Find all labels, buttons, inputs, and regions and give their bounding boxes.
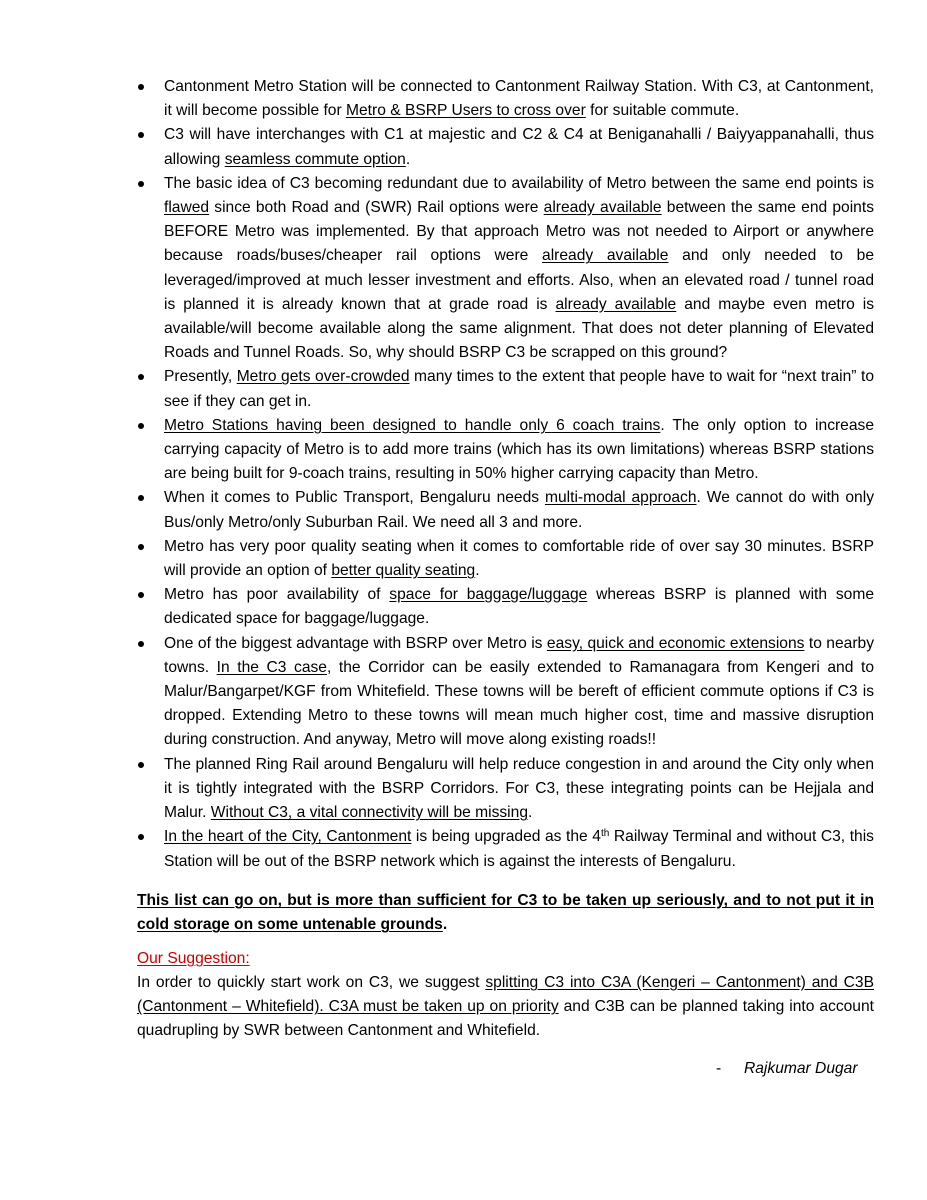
bullet-text: . bbox=[405, 150, 411, 168]
bullet-text: . bbox=[528, 804, 533, 822]
bullet-text: The planned Ring Rail around Bengaluru will help reduce congestion in and around the City only when it is tightly integrated with the BSRP Corridors. For C3, these integrating points can be Hejjala and Malur. bbox=[164, 755, 874, 822]
suggestion-heading bbox=[137, 947, 250, 971]
bullet-text: One of the biggest advantage with BSRP over Metro is bbox=[164, 634, 547, 652]
suggestion-underlined-text: splitting C3 into C3A (Kengeri – Cantonment) and C3B (Cantonment – Whitefield). C3A must be taken up on priority bbox=[137, 974, 874, 1016]
bullet-underlined-text: better quality seating bbox=[331, 562, 476, 580]
bullet-underlined-text: flawed bbox=[164, 199, 210, 217]
bullet-text: to nearby towns. bbox=[164, 634, 874, 676]
bullet-text: is being upgraded as the 4 bbox=[411, 828, 601, 846]
bullet-item bbox=[137, 123, 874, 171]
bullet-underlined-text: already available bbox=[543, 199, 662, 217]
bullet-underlined-text: space for baggage/luggage bbox=[389, 586, 588, 604]
bullet-dot bbox=[138, 132, 144, 138]
bullet-text: . bbox=[475, 562, 480, 580]
bullet-text: Presently, bbox=[164, 368, 237, 386]
suggestion-paragraph bbox=[137, 971, 874, 1044]
bullet-text: Metro has very poor quality seating when it comes to comfortable ride of over say 30 minutes. BSRP will provide an option of bbox=[164, 537, 874, 580]
bullet-underlined-text: Without C3, a vital connectivity will be missing bbox=[210, 804, 528, 822]
bullet-item bbox=[137, 825, 874, 873]
bullet-dot bbox=[138, 84, 144, 90]
conclusion-period: . bbox=[442, 916, 448, 934]
signature-dash: - bbox=[716, 1060, 722, 1077]
conclusion-underlined-text: This list can go on, but is more than sufficient for C3 to be taken up seriously, and to not put it in cold storage on some untenable grounds bbox=[137, 892, 874, 934]
bullet-text: When it comes to Public Transport, Bengaluru needs bbox=[164, 489, 545, 507]
bullet-underlined-text: In the heart of the City, Cantonment bbox=[164, 828, 412, 846]
bullet-dot bbox=[138, 495, 144, 501]
bullet-item bbox=[137, 753, 874, 826]
bullet-text: since both Road and (SWR) Rail options were bbox=[209, 199, 544, 217]
bullet-item bbox=[137, 632, 874, 753]
bullet-text: C3 will have interchanges with C1 at majestic and C2 & C4 at Beniganahalli / Baiyyappanahalli, thus allowing bbox=[164, 126, 874, 168]
bullet-underlined-text: In the C3 case bbox=[216, 658, 327, 676]
bullet-item bbox=[137, 365, 874, 413]
conclusion-statement bbox=[137, 889, 874, 937]
bullet-text: The basic idea of C3 becoming redundant due to availability of Metro between the same end points is bbox=[164, 174, 874, 192]
bullet-item bbox=[137, 172, 874, 366]
bullet-item bbox=[137, 535, 874, 583]
bullet-underlined-text: Metro & BSRP Users to cross over bbox=[346, 102, 586, 120]
suggestion-heading-text: Our Suggestion: bbox=[137, 950, 250, 967]
ordinal-superscript: th bbox=[600, 828, 610, 840]
bullet-underlined-text: Metro Stations having been designed to handle only 6 coach trains bbox=[164, 416, 661, 434]
bullet-item bbox=[137, 583, 874, 631]
bullet-dot bbox=[138, 374, 144, 380]
suggestion-text: and C3B can be planned taking into account quadrupling by SWR between Cantonment and Whitefield. bbox=[137, 998, 874, 1040]
bullet-dot bbox=[138, 592, 144, 598]
bullet-item bbox=[137, 414, 874, 487]
bullet-underlined-text: seamless commute option bbox=[224, 150, 406, 168]
bullet-text: for suitable commute. bbox=[585, 102, 740, 120]
bullet-text: and maybe even metro is available/will become available along the same alignment. That does not deter planning of Elevated Roads and Tunnel Roads. So, why should BSRP C3 be scrapped on this ground? bbox=[164, 295, 875, 362]
bullet-item bbox=[137, 486, 874, 534]
bullet-text: whereas BSRP is planned with some dedicated space for baggage/luggage. bbox=[164, 586, 874, 628]
bullet-dot bbox=[138, 641, 144, 647]
bullet-text: Cantonment Metro Station will be connected to Cantonment Railway Station. With C3, at Cantonment, it will become possible for bbox=[164, 78, 874, 120]
bullet-dot bbox=[138, 423, 144, 429]
bullet-text: . The only option to increase carrying capacity of Metro is to add more trains (which has its own limitations) whereas BSRP stations are being built for 9-coach trains, resulting in 50% higher carrying capacity than Metro. bbox=[164, 416, 874, 483]
bullet-list bbox=[137, 75, 874, 874]
bullet-underlined-text: multi-modal approach bbox=[544, 489, 697, 507]
bullet-item bbox=[137, 75, 874, 123]
bullet-text: Metro has poor availability of bbox=[164, 586, 390, 604]
bullet-underlined-text: Metro gets over-crowded bbox=[236, 368, 410, 386]
bullet-text: between the same end points BEFORE Metro was implemented. By that approach Metro was not needed to Airport or anywhere because roads/buses/cheaper rail options were bbox=[164, 199, 874, 265]
author-name: Rajkumar Dugar bbox=[744, 1060, 858, 1077]
bullet-dot bbox=[138, 834, 144, 840]
bullet-dot bbox=[138, 544, 144, 550]
bullet-text: , the Corridor can be easily extended to Ramanagara from Kengeri and to Malur/Bangarpet/KGF from Whitefield. These towns will be bereft of efficient commute options if C3 is dropped. Extending Metro to these towns will mean much higher cost, time and massive disruption during construction. And anyway, Metro will move along existing roads!! bbox=[164, 658, 874, 749]
bullet-dot bbox=[138, 181, 144, 187]
bullet-underlined-text: already available bbox=[542, 247, 669, 265]
bullet-text: many times to the extent that people have to wait for “next train” to see if they can get in. bbox=[164, 368, 874, 410]
bullet-dot bbox=[138, 762, 144, 768]
suggestion-text: In order to quickly start work on C3, we suggest bbox=[137, 974, 486, 991]
bullet-underlined-text: already available bbox=[555, 295, 677, 313]
bullet-text: Railway Terminal and without C3, this Station will be out of the BSRP network which is against the interests of Bengaluru. bbox=[164, 828, 874, 870]
bullet-underlined-text: easy, quick and economic extensions bbox=[546, 634, 805, 652]
author-signature bbox=[716, 1057, 858, 1081]
bullet-text: . We cannot do with only Bus/only Metro/only Suburban Rail. We need all 3 and more. bbox=[164, 489, 874, 531]
bullet-text: and only needed to be leveraged/improved at much lesser investment and efforts. Also, when an elevated road / tunnel road is planned it is already known that at grade road is bbox=[164, 247, 875, 313]
